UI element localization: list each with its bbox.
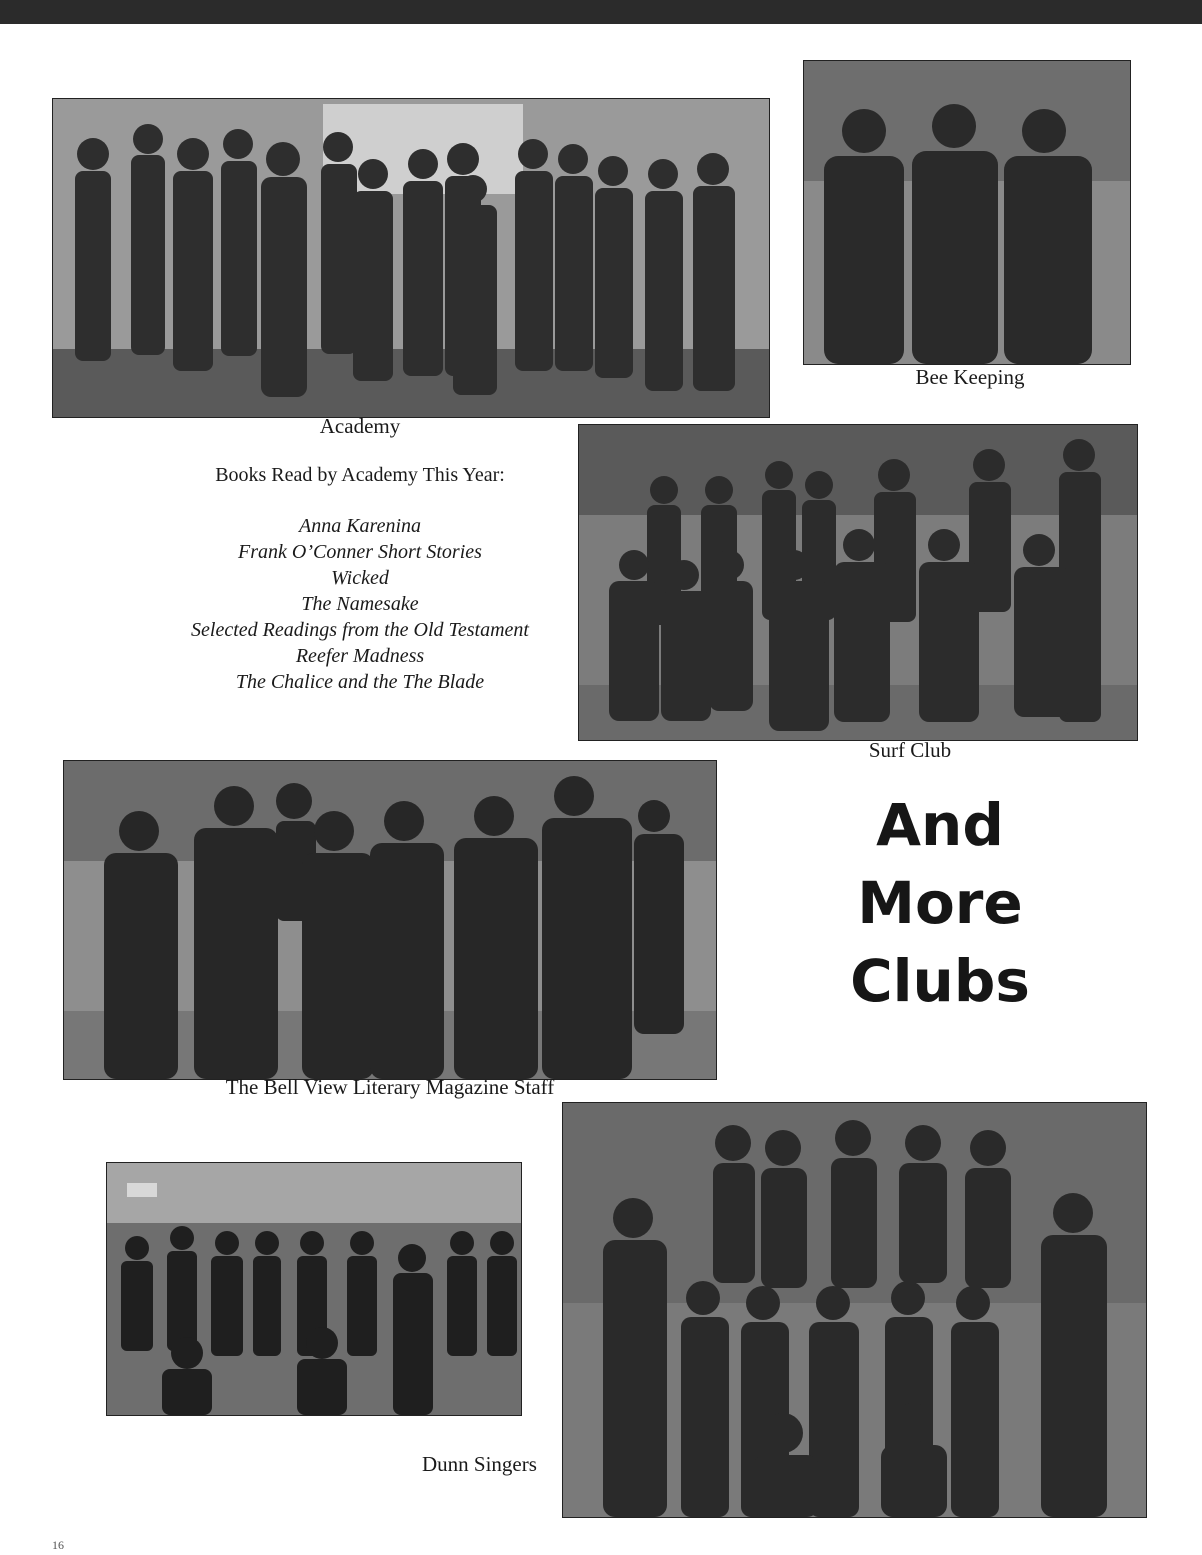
surf-club-photo: [578, 424, 1138, 741]
academy-caption: Academy: [319, 414, 401, 438]
books-heading: Books Read by Academy This Year:: [215, 464, 505, 486]
heading-line: Clubs: [850, 947, 1030, 1015]
scan-top-edge: [0, 0, 1202, 24]
bee-keeping-photo: [803, 60, 1131, 365]
and-more-clubs-heading: [820, 786, 1060, 1020]
heading-line: And: [876, 791, 1004, 859]
page-number: 16: [52, 1538, 64, 1552]
book-title: Anna Karenina: [298, 515, 422, 537]
book-title: Selected Readings from the Old Testament: [191, 619, 529, 641]
book-title: Wicked: [331, 567, 389, 589]
surf-club-caption: Surf Club: [868, 738, 952, 762]
bee-keeping-caption: Bee Keeping: [915, 365, 1025, 389]
dunn-singers-performance-photo: [106, 1162, 522, 1416]
bee-keeping-photo-scene: [804, 61, 1130, 364]
academy-photo: [52, 98, 770, 418]
bell-view-photo: [63, 760, 717, 1080]
surf-club-photo-scene: [579, 425, 1137, 740]
performance-photo-scene: [107, 1163, 521, 1415]
book-title: Reefer Madness: [295, 645, 425, 667]
bell-view-caption: The Bell View Literary Magazine Staff: [225, 1075, 555, 1099]
dunn-singers-group-photo: [562, 1102, 1147, 1518]
group-photo-scene: [563, 1103, 1146, 1517]
heading-line: More: [857, 869, 1023, 937]
book-title: The Chalice and the The Blade: [235, 671, 485, 693]
academy-books-list: [130, 464, 590, 695]
book-title: Frank O’Conner Short Stories: [238, 541, 482, 563]
book-title: The Namesake: [301, 593, 419, 615]
academy-photo-scene: [53, 99, 769, 417]
dunn-singers-caption: Dunn Singers: [422, 1452, 537, 1476]
bell-view-photo-scene: [64, 761, 716, 1079]
